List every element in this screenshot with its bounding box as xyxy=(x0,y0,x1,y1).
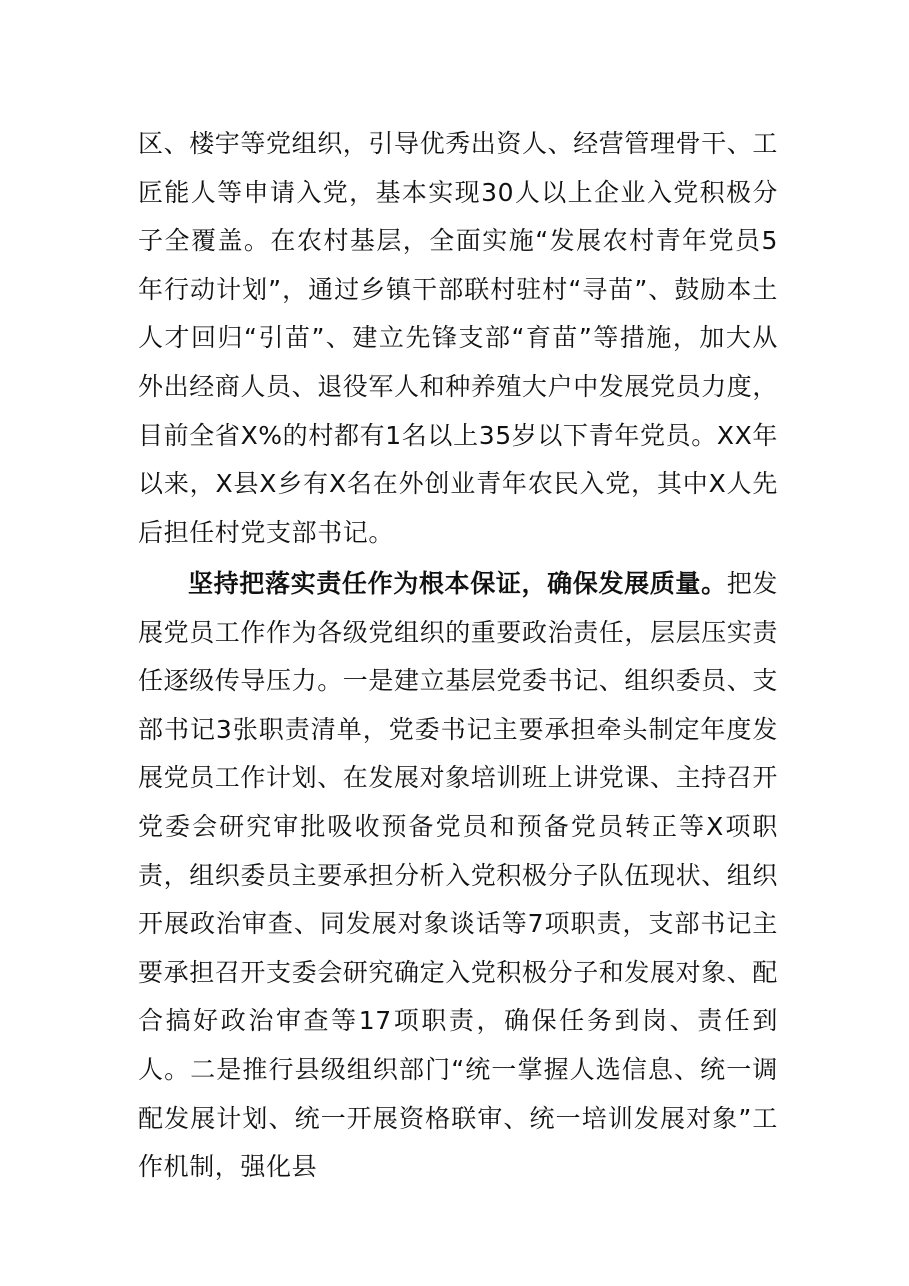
paragraph-2-lead-heading: 坚持把落实责任作为根本保证，确保发展质量。 xyxy=(188,569,727,598)
paragraph-2-body-text: 把发展党员工作作为各级党组织的重要政治责任，层层压实责任逐级传导压力。一是建立基层党委书记、组织委员、支部书记3张职责清单，党委书记主要承担牵头制定年度发展党员工作计划、在发展对象培训班上讲党课、主持召开党委会研究审批吸收预备党员和预备党员转正等X项职责，组织委员主要承担分析入党积极分子队伍现状、组织开展政治审查、同发展对象谈话等7项职责，支部书记主要承担召开支委会研究确定入党积极分子和发展对象、配合搞好政治审查等17项职责，确保任务到岗、责任到人。二是推行县级组织部门“统一掌握人选信息、统一调配发展计划、统一开展资格联审、统一培训发展对象”工作机制，强化县 xyxy=(138,569,779,1182)
body-paragraph-2 xyxy=(138,560,778,1192)
body-paragraph-1: 区、楼宇等党组织，引导优秀出资人、经营管理骨干、工匠能人等申请入党，基本实现30人以上企业入党积极分子全覆盖。在农村基层，全面实施“发展农村青年党员5年行动计划”，通过乡镇干部联村驻村“寻苗”、鼓励本土人才回归“引苗”、建立先锋支部“育苗”等措施，加大从外出经商人员、退役军人和种养殖大户中发展党员力度，目前全省X%的村都有1名以上35岁以下青年党员。XX年以来，X县X乡有X名在外创业青年农民入党，其中X人先后担任村党支部书记。 xyxy=(138,129,779,547)
